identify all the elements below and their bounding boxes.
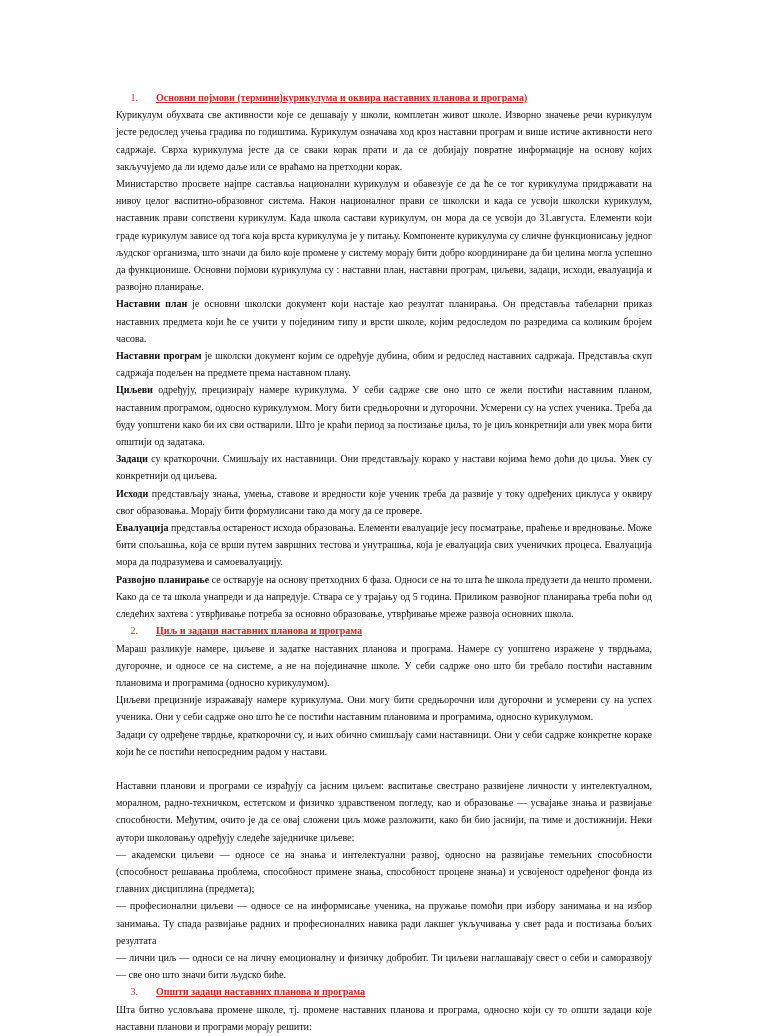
term: Развојно планирање <box>116 574 210 586</box>
term: Исходи <box>116 488 149 500</box>
section-number: 2. <box>130 626 138 638</box>
document-body <box>116 90 652 1036</box>
paragraph-text: — академски циљеви — односе се на знања и интелектуални развој, односно на развијање темељних способности (способност решавања проблема, способност примене знања, способност процене знања) и усвојеност одређеног фонда из главних дисциплина (предмета); <box>116 849 652 896</box>
paragraph-text: је основни школски документ који настаје као резултат планирања. Он представља табеларни приказ наставних предмета који ће се учити у појединим типу и врсти школе, којим редоследом по разредима са коликим бројем часова. <box>116 299 652 345</box>
section-heading <box>116 90 652 107</box>
paragraph <box>116 898 652 950</box>
paragraph <box>116 348 652 382</box>
paragraph <box>116 176 652 296</box>
paragraph <box>116 727 652 761</box>
paragraph-text: је школски документ којим се одређује дубина, обим и редослед наставних садржаја. Представља скуп садржаја подељен на предмете према наставном плану. <box>116 351 652 380</box>
paragraph-text: представљају знања, умења, ставове и вредности које ученик треба да развије у току одређених циклуса у оквиру свог образовања. Морају бити формулисани тако да могу да се провере. <box>116 488 652 517</box>
paragraph-text: одређују, прецизирају намере курикулума. У себи садрже све оно што се жели постићи наставним планом, наставним програмом, односно курикулумом. Могу бити средњорочни и дугорочни. Усмерени су на успех ученика. Треба да буду уопштени како би их сви остварили. Што је краћи период за постизање циља, то је циљ конкретнији али увек мора бити општији од задатака. <box>116 385 652 449</box>
section-title: Основни појмови (термини)курикулума и оквира наставних планова и програма) <box>156 93 528 104</box>
paragraph-text: Шта битно условљава промене школе, тј. промене наставних планова и програма, односно који су то општи задаци које наставни планови и програми морају решити: <box>116 1004 652 1033</box>
paragraph-text: Задаци су одређене тврдње, краткорочни су, и њих обично смишљају сами наставници. Они у себи садрже конкретне кораке који ће се постићи непосредним радом у настави. <box>116 729 652 758</box>
paragraph <box>116 641 652 693</box>
paragraph <box>116 107 652 176</box>
section-title: Општи задаци наставних планова и програма <box>156 987 366 999</box>
paragraph-text: Наставни планови и програми се израђују са јасним циљем: васпитање свестрано развијене личности у интелектуалном, моралном, радно-техничком, естетском и физичко здравственом погледу, као и образовање — усвајање знања и развијање способности. Међутим, очито је да се овај сложени циљ може разложити, како би био јаснији, па тиме и достижнији. Неки аутори школовању одређују следеће заједничке циљеве: <box>116 780 652 844</box>
paragraph <box>116 382 652 451</box>
paragraph <box>116 950 652 984</box>
paragraph <box>116 572 652 624</box>
paragraph-spacer <box>116 761 652 778</box>
paragraph-text: су краткорочни. Смишљају их наставници. Они представљају корако у настави којима ћемо доћи до циља. Увек су конкретнији од циљева. <box>116 454 652 483</box>
paragraph <box>116 847 652 899</box>
term: Евалуација <box>116 523 169 535</box>
paragraph <box>116 692 652 726</box>
paragraph-text: се остварује на основу претходних 6 фаза. Односи се на то шта ће школа предузети да нешто промени. Како да се та школа унапреди и да напредује. Ствара се у трајању од 5 година. Приликом развојног планирања треба поћи од следећих захтева : утврђивање потреба за основно образовање, утврђивање мреже развоја основних школа. <box>116 574 652 621</box>
paragraph <box>116 486 652 520</box>
paragraph <box>116 778 652 847</box>
section-number: 3. <box>130 987 138 999</box>
section-heading <box>116 984 652 1001</box>
section-number: 1. <box>130 93 138 104</box>
paragraph-text: Курикулум обухвата све активности које се дешавају у школи, комплетан живот школе. Изворно значење речи курикулум јесте редослед учења градива по годиштима. Курикулум означава ход кроз наставни програм и више истиче активности него садржаје. Сврха курикулума јесте да се сваки корак прати и да се добијају повратне информације на основу којих закључујемо да ли идемо даље или се враћамо на претходни корак. <box>116 110 652 173</box>
term: Циљеви <box>116 385 153 397</box>
term: Наставни програм <box>116 351 202 363</box>
paragraph-text: Министарство просвете најпре саставља национални курикулум и обавезује се да ће се тог курикулума придржавати на нивоу целог васпитно-образовног система. Након националног прави се школски и када се усвоји школски курикулум, наставник прави сопствени курикулум. Када школа састави курикулум, он мора да се усвоји до 31.августа. Елементи који граде курикулум зависе од тога која врста курикулума је у питању. Компоненте курикулума су сличне функционисању једног људског организма, што значи да било које промене у систему морају бити добро координиране да би целина могла успешно да функционише. Основни појмови курикулума су : наставни план, наставни програм, циљеви, задаци, исходи, евалуација и развојно планирање. <box>116 179 652 294</box>
paragraph-text: — лични циљ — односи се на личну емоционалну и физичку добробит. Ти циљеви наглашавају свест о себи и саморазвоју — све оно што значи бити људско биће. <box>116 952 652 982</box>
paragraph <box>116 1002 652 1036</box>
paragraph <box>116 296 652 348</box>
term: Задаци <box>116 454 148 466</box>
paragraph-text: — професионални циљеви — односе се на информисање ученика, на пружање помоћи при избору занимања и на избор занимања. Ту спада развијање радних и професионалних навика ради лакшег укључивања у свет рада и постизања бољих резултата <box>116 901 652 947</box>
paragraph <box>116 520 652 572</box>
paragraph <box>116 451 652 485</box>
section-title: Циљ и задаци наставних планова и програма <box>156 626 363 638</box>
paragraph-text: Циљеви прецизније изражавају намере курикулума. Они могу бити средњорочни или дугорочни и усмерени су на успех ученика. Они у себи садрже оно што ће се постићи наставним плановима и програмима, односно курикулумом. <box>116 695 652 724</box>
term: Наставни план <box>116 299 188 311</box>
paragraph-text: представља остареност исхода образовања. Елементи евалуације јесу посматрање, праћење и вредновање. Може бити спољашња, која се врши путем завршних тестова и унутрашња, која је евалуација свих ученичких процеса. Евалуација мора да подразумева и самоевалуацију. <box>116 523 652 569</box>
section-heading <box>116 623 652 640</box>
paragraph-text: Мараш разликује намере, циљеве и задатке наставних планова и програма. Намере су уопштено изражене у тврдњама, дугорочне, и односе се на системе, а не на појединачне школе. У себи садрже оно што би требало постићи наставним плановима и програмима (односно курикулумом). <box>116 643 652 689</box>
